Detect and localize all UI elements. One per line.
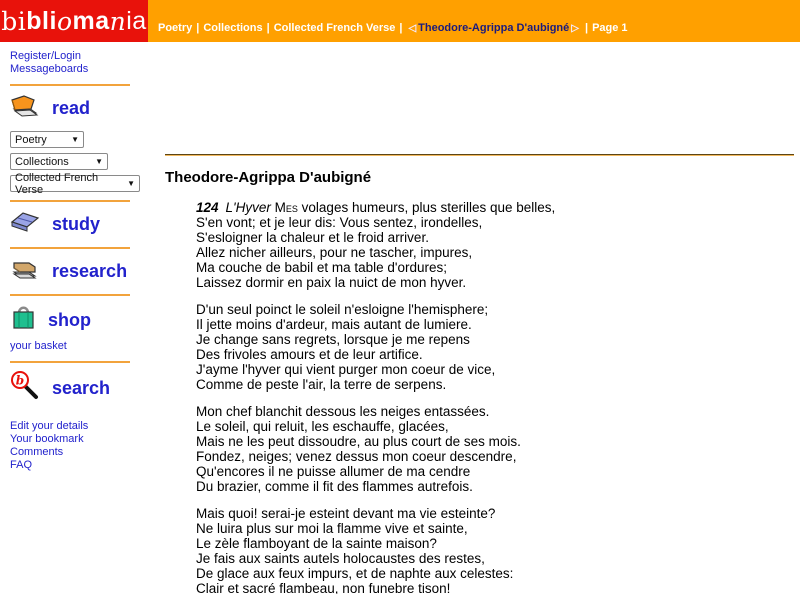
poem	[196, 200, 794, 594]
prev-page-icon[interactable]: ◁	[408, 23, 417, 34]
poem-line: Ma couche de babil et ma table d'ordures;	[196, 260, 447, 275]
poetry-select-value: Poetry	[15, 133, 47, 146]
poem-line: D'un seul poinct le soleil n'esloigne l'hemisphere;	[196, 302, 489, 317]
poem-line: Mon chef blanchit dessous les neiges entassées.	[196, 404, 490, 419]
sidebar-divider	[10, 361, 130, 363]
poem-line: S'esloigner la chaleur et le froid arriver.	[196, 230, 429, 245]
your-basket-link[interactable]: your basket	[10, 340, 67, 352]
logo-text: ia	[126, 6, 147, 35]
logo-text: o	[56, 6, 73, 36]
poem-stanza	[196, 200, 794, 290]
poem-line: Mais ne les peut dissoudre, au plus court de ses mois.	[196, 434, 521, 449]
your-bookmark-link[interactable]: Your bookmark	[10, 433, 84, 445]
chevron-down-icon: ▼	[127, 179, 135, 188]
messageboards-link[interactable]: Messageboards	[10, 63, 89, 75]
poem-line: Du brazier, comme il fit des flammes autrefois.	[196, 479, 473, 494]
collections-select-value: Collections	[15, 155, 69, 168]
breadcrumb-separator: |	[399, 22, 403, 34]
orange-book-icon	[10, 94, 40, 123]
poem-line: Laissez dormir en paix la nuict de mon hyver.	[196, 275, 467, 290]
collection-select[interactable]	[10, 171, 140, 196]
browse-selects	[10, 131, 160, 196]
stacked-books-icon	[10, 257, 40, 286]
header	[0, 0, 800, 42]
shop-label: shop	[48, 309, 91, 330]
poem-opening-word: Mes	[274, 200, 298, 215]
poem-line: Je change sans regrets, lorsque je me repens	[196, 332, 470, 347]
poem-line: Mais quoi! serai-je esteint devant ma vie esteinte?	[196, 506, 496, 521]
poem-line: Clair et sacré flambeau, non funebre tison!	[196, 581, 451, 594]
shopping-bag-icon	[10, 304, 36, 336]
sidebar-item-study[interactable]	[10, 210, 160, 239]
poem-number: 124	[196, 200, 219, 215]
search-label: search	[52, 378, 111, 398]
bibliomania-logo[interactable]	[0, 0, 148, 42]
research-label: research	[52, 261, 128, 281]
sidebar-divider	[10, 294, 130, 296]
breadcrumb-separator: |	[584, 22, 589, 34]
collection-select-value: Collected French Verse	[15, 171, 99, 196]
breadcrumb-separator: |	[266, 22, 270, 34]
content-area	[160, 42, 800, 594]
poem-line: Je fais aux saints autels holocaustes des restes,	[196, 551, 485, 566]
poem-title: L'Hyver	[225, 200, 271, 215]
chevron-down-icon: ▼	[71, 135, 79, 144]
logo-text: ma	[72, 6, 110, 35]
breadcrumb-link-collected-french-verse[interactable]: Collected French Verse	[273, 22, 396, 34]
study-label: study	[52, 214, 101, 234]
collections-select[interactable]	[10, 153, 108, 170]
breadcrumb-separator: |	[196, 22, 200, 34]
logo-text: bli	[26, 6, 57, 35]
poem-line-text: volages humeurs, plus sterilles que belles,	[301, 200, 556, 215]
next-page-icon[interactable]: ▷	[571, 23, 579, 34]
poem-stanza	[196, 302, 794, 392]
poem-line: Allez nicher ailleurs, pour ne tascher, impures,	[196, 245, 473, 260]
poem-stanza	[196, 506, 794, 594]
breadcrumb	[148, 0, 800, 42]
edit-details-link[interactable]: Edit your details	[10, 420, 89, 432]
sidebar-divider	[10, 200, 130, 202]
page-title: Theodore-Agrippa D'aubigné	[165, 169, 372, 186]
poem-line: Le zèle flamboyant de la sainte maison?	[196, 536, 437, 551]
poem-line: J'ayme l'hyver qui vient purger mon coeur de vice,	[196, 362, 496, 377]
sidebar-item-research[interactable]	[10, 257, 160, 286]
poem-line: Ne luira plus sur moi la flamme vive et sainte,	[196, 521, 468, 536]
poem-line: Comme de peste l'air, la terre de serpens.	[196, 377, 447, 392]
poem-line: Qu'encores il ne puisse allumer de ma cendre	[196, 464, 471, 479]
poem-line	[196, 200, 794, 215]
breadcrumb-link-poetry[interactable]: Poetry	[158, 22, 193, 34]
sidebar	[0, 42, 160, 594]
read-label: read	[52, 98, 91, 118]
sidebar-divider	[10, 247, 130, 249]
logo-text: n	[109, 6, 127, 36]
breadcrumb-page-number: Page 1	[592, 22, 628, 34]
content-divider	[165, 154, 794, 156]
magnifier-icon	[10, 371, 40, 406]
sidebar-item-search[interactable]	[10, 371, 160, 406]
sidebar-divider	[10, 84, 130, 86]
poem-line: Le soleil, qui reluit, les eschauffe, glacées,	[196, 419, 449, 434]
sidebar-item-read[interactable]	[10, 94, 160, 123]
poem-line: Fondez, neiges; venez dessus mon coeur descendre,	[196, 449, 517, 464]
poem-line: Il jette moins d'ardeur, mais autant de lumiere.	[196, 317, 472, 332]
poetry-select[interactable]	[10, 131, 84, 148]
logo-text: bi	[1, 6, 27, 36]
chevron-down-icon: ▼	[95, 157, 103, 166]
comments-link[interactable]: Comments	[10, 446, 64, 458]
account-links	[10, 420, 160, 472]
sidebar-item-shop[interactable]	[10, 304, 160, 336]
open-book-icon	[10, 210, 40, 239]
breadcrumb-current-author: Theodore-Agrippa D'aubigné	[418, 22, 570, 34]
faq-link[interactable]: FAQ	[10, 459, 33, 471]
poem-line: Des frivoles amours et de leur artifice.	[196, 347, 423, 362]
breadcrumb-link-collections[interactable]: Collections	[203, 22, 263, 34]
poem-line: S'en vont; et je leur dis: Vous sentez, irondelles,	[196, 215, 483, 230]
poem-stanza	[196, 404, 794, 494]
svg-text:b: b	[15, 373, 25, 388]
poem-line: De glace aux feux impurs, et de naphte aux celestes:	[196, 566, 514, 581]
register-login-link[interactable]: Register/Login	[10, 50, 81, 62]
